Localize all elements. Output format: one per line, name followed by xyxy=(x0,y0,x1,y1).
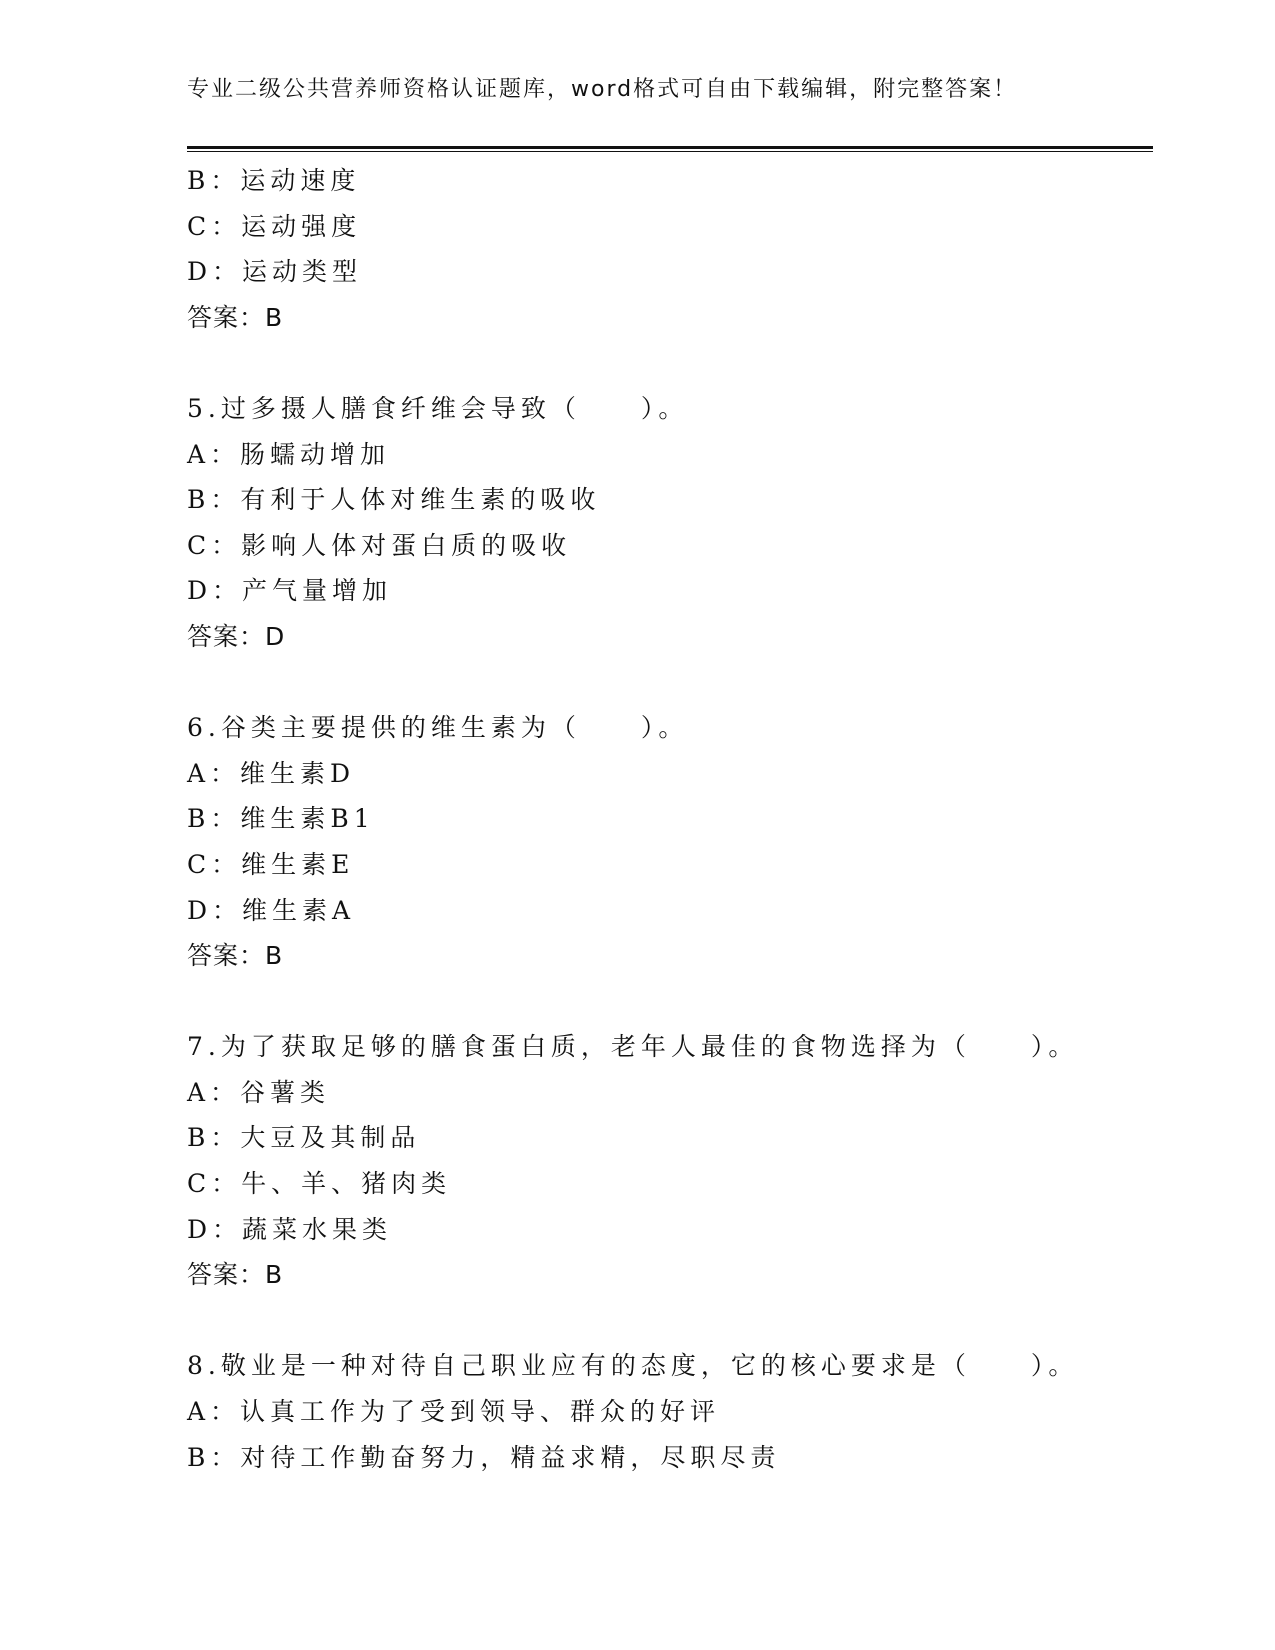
spacer xyxy=(187,979,1147,1025)
spacer xyxy=(187,340,1147,386)
answer: 答案：D xyxy=(187,621,286,651)
question-text: 6.谷类主要提供的维生素为（ ）。 xyxy=(187,713,689,743)
answer: 答案：B xyxy=(187,941,284,971)
spacer xyxy=(187,660,1147,706)
option-a: A：维生素D xyxy=(187,758,356,788)
answer: 答案：B xyxy=(187,302,284,332)
option-a: A：肠蠕动增加 xyxy=(187,439,391,469)
question-text: 7.为了获取足够的膳食蛋白质，老年人最佳的食物选择为（ ）。 xyxy=(187,1032,1079,1062)
question-text: 5.过多摄人膳食纤维会导致（ ）。 xyxy=(187,393,689,423)
question-6-block xyxy=(187,705,1147,979)
option-a: A：认真工作为了受到领导、群众的好评 xyxy=(187,1397,721,1427)
option-b: B：对待工作勤奋努力，精益求精，尽职尽责 xyxy=(187,1442,781,1472)
question-7-block xyxy=(187,1024,1147,1298)
option-a: A：谷薯类 xyxy=(187,1077,331,1107)
option-d: D：蔬菜水果类 xyxy=(187,1214,393,1244)
answer: 答案：B xyxy=(187,1260,284,1290)
page-header: 专业二级公共营养师资格认证题库，word格式可自由下载编辑，附完整答案！ xyxy=(187,77,1018,102)
question-4-block xyxy=(187,158,1147,340)
option-d: D：维生素A xyxy=(187,895,356,925)
option-c: C：影响人体对蛋白质的吸收 xyxy=(187,530,572,560)
option-b: B：有利于人体对维生素的吸收 xyxy=(187,485,601,515)
option-c: C：维生素E xyxy=(187,849,355,879)
option-b: B：维生素B1 xyxy=(187,804,375,834)
option-d: D：产气量增加 xyxy=(187,576,393,606)
question-content xyxy=(187,158,1147,1480)
spacer xyxy=(187,1298,1147,1344)
option-b: B：运动速度 xyxy=(187,166,361,195)
question-text: 8.敬业是一种对待自己职业应有的态度，它的核心要求是（ ）。 xyxy=(187,1351,1079,1381)
option-c: C：运动强度 xyxy=(187,211,362,241)
question-8-block xyxy=(187,1343,1147,1480)
question-5-block xyxy=(187,386,1147,660)
header-divider xyxy=(187,146,1153,152)
option-b: B：大豆及其制品 xyxy=(187,1123,421,1153)
option-c: C：牛、羊、猪肉类 xyxy=(187,1169,452,1199)
option-d: D：运动类型 xyxy=(187,257,363,287)
